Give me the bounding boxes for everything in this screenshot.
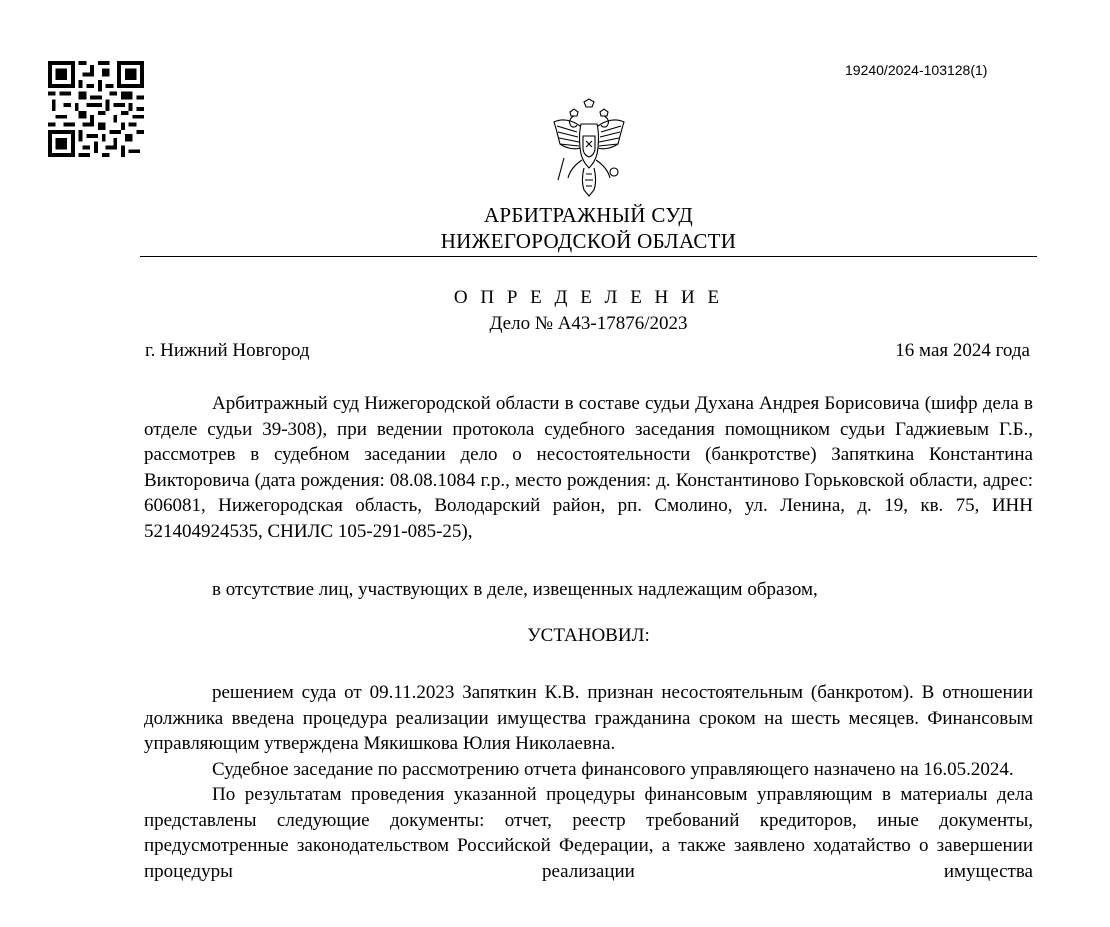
document-number: 19240/2024-103128(1) — [845, 62, 988, 78]
findings-paragraph-3: По результатам проведения указанной процедуры финансовым управляющим в материалы дела представлены следующие документы: отчет, реестр требований кредиторов, иные документы, предусмотренные законодательством Российской Федерации, а также заявлено ходатайство о завершении процедуры реализации имущества — [144, 784, 1033, 882]
header-divider — [140, 256, 1037, 257]
absence-section — [144, 577, 1033, 603]
findings-section — [144, 680, 1033, 884]
intro-section — [144, 391, 1033, 544]
document-type: О П Р Е Д Е Л Е Н И Е — [453, 287, 724, 308]
court-name-line1: АРБИТРАЖНЫЙ СУД — [483, 203, 694, 227]
established-heading: УСТАНОВИЛ: — [527, 625, 650, 646]
qr-code-icon — [48, 61, 144, 157]
absence-paragraph: в отсутствие лиц, участвующих в деле, извещенных надлежащим образом, — [212, 579, 818, 600]
russian-coat-of-arms-icon — [548, 98, 630, 200]
city: г. Нижний Новгород — [145, 340, 310, 361]
findings-paragraph-1: решением суда от 09.11.2023 Запяткин К.В. признан несостоятельным (банкротом). В отношении должника введена процедура реализации имущества гражданина сроком на шесть месяцев. Финансовым управляющим утверждена Мякишкова Юлия Николаевна. — [144, 682, 1033, 754]
intro-paragraph: Арбитражный суд Нижегородской области в составе судьи Духана Андрея Борисовича (шифр дела в отделе судьи 39-308), при ведении протокола судебного заседания помощником судьи Гаджиевым Г.Б., рассмотрев в судебном заседании дело о несостоятельности (банкротстве) Запяткина Константина Викторовича (дата рождения: 08.08.1084 г.р., место рождения: д. Константиново Горьковской области, адрес: 606081, Нижегородская область, Володарский район, рп. Смолино, ул. Ленина, д. 19, кв. 75, ИНН 521404924535, СНИЛС 105-291-085-25), — [144, 393, 1033, 542]
case-number: Дело № А43-17876/2023 — [489, 313, 688, 334]
court-name-line2: НИЖЕГОРОДСКОЙ ОБЛАСТИ — [440, 229, 737, 253]
document-date: 16 мая 2024 года — [895, 340, 1030, 361]
findings-paragraph-2: Судебное заседание по рассмотрению отчета финансового управляющего назначено на 16.05.2024. — [212, 758, 1014, 780]
